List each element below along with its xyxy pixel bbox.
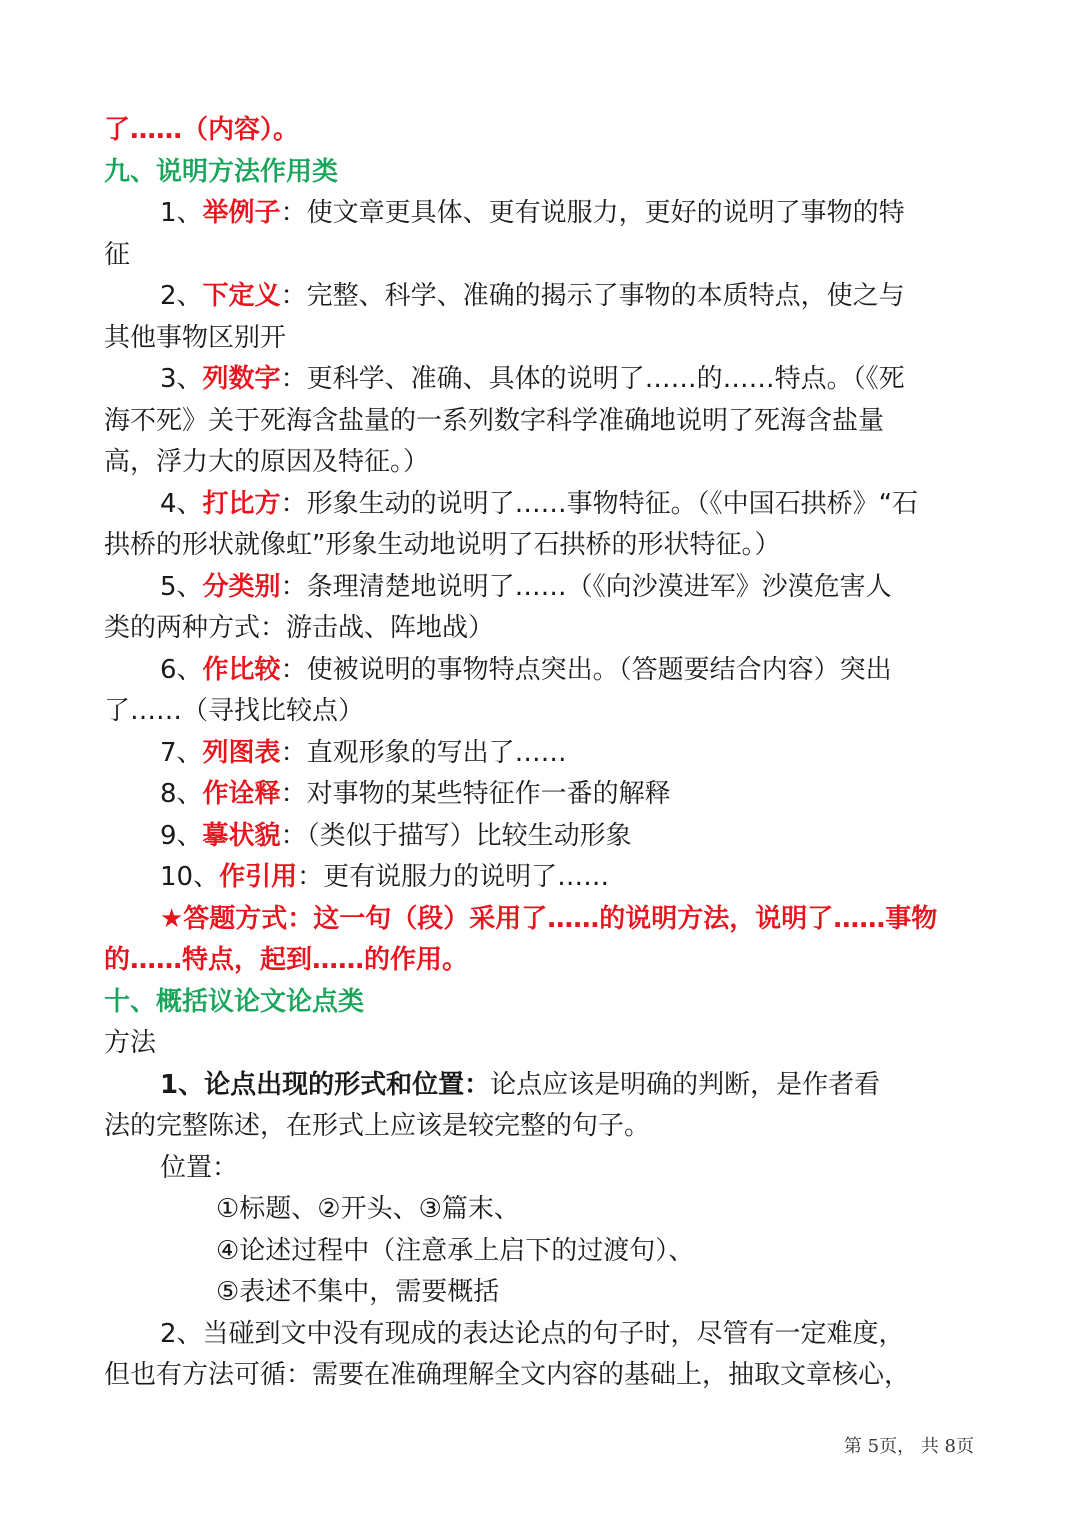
method-name: 打比方 [202,488,281,519]
text-line: 其他事物区别开 [104,322,287,353]
point-item-2: 2、当碰到文中没有现成的表达论点的句子时，尽管有一定难度， [160,1318,905,1349]
method-item-4: 4、打比方：形象生动的说明了……事物特征。（《中国石拱桥》“石 [160,488,919,519]
method-name: 作引用 [219,862,298,892]
method-name: 作比较 [202,654,281,685]
method-name: 分类别 [202,571,281,602]
text-line: 法的完整陈述，在形式上应该是较完整的句子。 [104,1111,651,1141]
position-item: ④论述过程中（注意承上启下的过渡句）、 [216,1235,695,1266]
position-label: 位置： [160,1152,239,1183]
method-item-9: 9、摹状貌：（类似于描写）比较生动形象 [160,820,632,851]
method-item-2: 2、下定义：完整、科学、准确的揭示了事物的本质特点，使之与 [160,281,905,311]
method-item-7: 7、列图表：直观形象的写出了…… [160,737,567,768]
point-item-1: 1、论点出现的形式和位置：论点应该是明确的判断，是作者看 [160,1069,881,1100]
method-item-6: 6、作比较：使被说明的事物特点突出。（答题要结合内容）突出 [160,654,892,685]
method-item-10: 10、作引用：更有说服力的说明了…… [160,862,610,892]
answer-format-cont: 的……特点，起到……的作用。 [104,945,469,975]
method-name: 作诠释 [202,779,281,809]
section-heading-9: 九、说明方法作用类 [104,156,339,187]
text-line: 了……（寻找比较点） [104,696,365,726]
text-line: 了……（内容）。 [104,115,300,145]
text-line: 类的两种方式：游击战、阵地战） [104,613,495,643]
method-name: 下定义 [202,281,281,311]
text-line: 但也有方法可循：需要在准确理解全文内容的基础上，抽取文章核心， [104,1360,911,1390]
method-item-5: 5、分类别：条理清楚地说明了……（《向沙漠进军》沙漠危害人 [160,571,892,602]
page-number: 第 5页， 共 8页 [843,1436,974,1457]
text-line: 海不死》关于死海含盐量的一系列数字科学准确地说明了死海含盐量 [104,405,885,436]
method-label: 方法 [104,1028,157,1058]
position-item: ⑤表述不集中，需要概括 [216,1277,500,1307]
method-name: 列数字 [202,364,281,394]
text-line: 高，浮力大的原因及特征。） [104,447,430,477]
text-line: 拱桥的形状就像虹”形象生动地说明了石拱桥的形状特征。） [104,530,781,560]
position-item: ①标题、②开头、③篇末、 [216,1194,520,1224]
method-name: 举例子 [202,198,281,228]
method-item-8: 8、作诠释：对事物的某些特征作一番的解释 [160,779,671,809]
section-heading-10: 十、概括议论文论点类 [104,986,365,1017]
text-line: 征 [104,239,131,270]
page-content [104,110,980,1397]
method-item-3: 3、列数字：更科学、准确、具体的说明了……的……特点。（《死 [160,364,905,394]
answer-format: ★答题方式：这一句（段）采用了……的说明方法，说明了……事物 [160,903,938,934]
method-name: 列图表 [202,737,281,768]
method-name: 摹状貌 [202,820,281,851]
point-title: 1、论点出现的形式和位置： [160,1069,491,1100]
method-item-1: 1、举例子：使文章更具体、更有说服力，更好的说明了事物的特 [160,198,905,228]
